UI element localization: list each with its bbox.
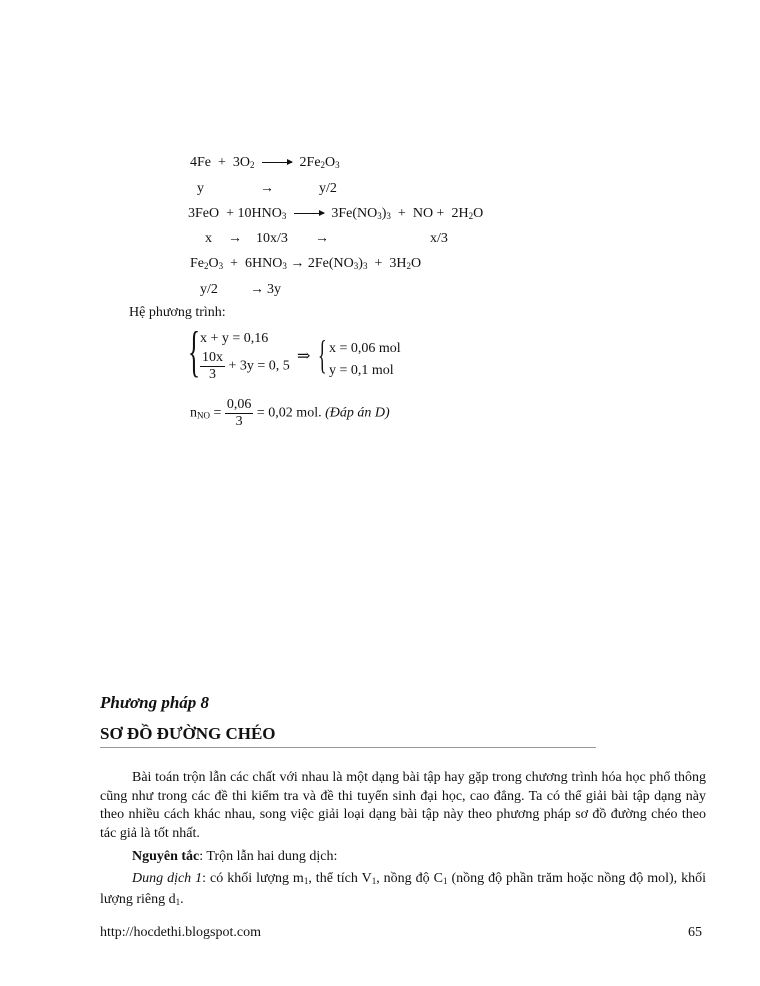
equation-fe2o3-hno3: $Fe_2O_3 + 6HNO_3 \to 2Fe(NO_3)_3 + 3H_2O$ [190,256,422,271]
principle-paragraph: Nguyên tắc: Trộn lẫn hai dung dịch: [132,849,338,864]
solution-1-paragraph: Dung dịch 1: có khối lượng $m_1$, thể tích $V_1$, nồng độ $C_1$ (nồng độ phần trăm hoặc nồng độ mol), khối lượng riêng $d_1$. [100,871,707,907]
left-brace-icon: { [318,332,327,377]
solution-x: x = 0,06 mol [329,341,401,356]
long-arrow-icon [262,162,292,163]
arrow-icon: → [260,181,274,196]
result-equation: $n_{NO}$ = $\frac{0,06}{3}$ = 0,02 mol. (Đáp án D) [190,397,390,429]
mole-value: 3y [267,282,281,297]
mole-row-1: y [197,181,204,196]
mole-value: x/3 [430,231,448,246]
fraction: $\frac{0,06}{3}$ [226,397,252,429]
left-brace-icon: { [188,321,201,383]
mole-value: y/2 [319,181,337,196]
equation-line-2: $\frac{10x}{3}$ + 3y = 0, 5 [202,350,290,382]
divider [100,747,596,748]
arrow-icon: → [290,256,305,271]
solution-y: y = 0,1 mol [329,363,394,378]
arrow-icon: → [315,231,329,246]
mole-x: x [205,231,212,246]
arrow-icon: → [250,282,264,297]
page-number: 65 [688,925,702,940]
implies-icon: ⇒ [297,348,311,365]
section-heading: SƠ ĐỒ ĐƯỜNG CHÉO [100,724,276,743]
answer: (Đáp án D) [325,405,390,421]
equation-line-1: x + y = 0,16 [200,331,269,346]
arrow-icon: → [228,231,242,246]
equation-feo-hno3: $3FeO + 10HNO_3$ $3Fe(NO_3)_3$ + NO + $2H_2O$ [188,206,484,221]
fraction: $\frac{10x}{3}$ [202,350,223,382]
mole-value: y/2 [200,282,218,297]
system-label: Hệ phương trình: [129,305,226,320]
section-title: Phương pháp 8 [100,693,210,712]
long-arrow-icon [294,213,324,214]
intro-paragraph: Bài toán trộn lẫn các chất với nhau là một dạng bài tập hay gặp trong chương trình hóa học phổ thông cũng như trong các đề thi kiểm tra và đề thi tuyển sinh đại học, cao đẳng. Ta có thể giải bài tập dạng này theo nhiều cách khác nhau, song việc giải loại dạng bài tập này theo phương pháp sơ đồ đường chéo theo tác giả là tốt nhất. [100,770,706,841]
equation-fe-oxygen: $4Fe + 3O_2$ $2Fe_2O_3$ [190,155,340,170]
mole-value: 10x/3 [256,231,288,246]
footer-link[interactable]: http://hocdethi.blogspot.com [100,925,261,940]
